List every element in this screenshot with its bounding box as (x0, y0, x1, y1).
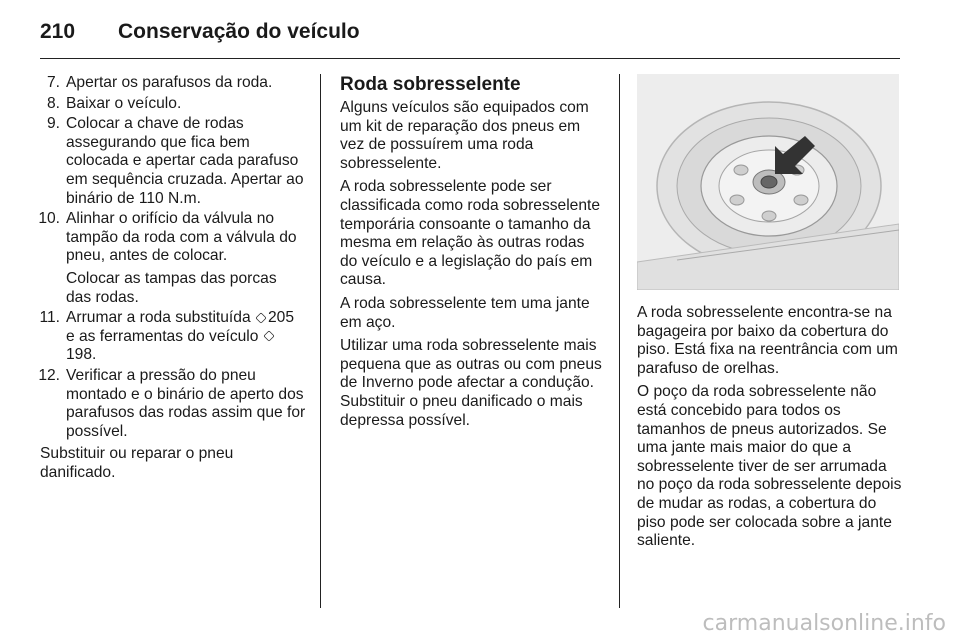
column-middle (340, 74, 606, 435)
column-left (40, 74, 306, 487)
steps-list (40, 74, 306, 441)
page-reference-icon (263, 330, 274, 341)
column-divider-2 (619, 74, 620, 608)
list-item: 8. Baixar o veículo. (46, 94, 182, 112)
list-item: 12. Verificar a pressão do pneu montado e o binário de aperto dos parafusos das rodas assim que for possível. (38, 366, 306, 440)
list-item: 11. Arrumar a roda substituída 205 e as ferramentas do veículo 198. (39, 309, 294, 364)
section-heading: Roda sobresselente (340, 74, 521, 95)
closing-text: Substituir ou reparar o pneu danificado. (40, 445, 234, 481)
paragraph: A roda sobresselente encontra-se na bagageira por baixo da cobertura do piso. Está fixa na reentrância com um parafuso de orelhas. (637, 304, 898, 377)
paragraph: O poço da roda sobresselente não está concebido para todos os tamanhos de pneus autorizados. Se uma jante mais maior do que a sobresselente tiver de ser arrumada no poço da roda sobresselente depois de mudar as rodas, a cobertura do piso pode ser colocada sobre a jante saliente. (637, 383, 902, 550)
column-right (637, 74, 903, 556)
page-reference-icon (255, 312, 266, 323)
watermark: carmanualsonline.info (702, 611, 946, 636)
list-item: 10. Alinhar o orifício da válvula no tampão da roda com a válvula do pneu, antes de colocar. Colocar as tampas das porcas das rodas. (40, 210, 306, 307)
page-reference-link[interactable]: 205 (267, 309, 294, 327)
list-item: 9. Colocar a chave de rodas assegurando que fica bem colocada e apertar cada parafuso em sequência cruzada. Apertar ao binário de 110 N.m. (46, 115, 304, 207)
paragraph: Alguns veículos são equipados com um kit de reparação dos pneus em vez de possuírem uma roda sobresselente. (340, 99, 589, 172)
spare-wheel-drawing (637, 74, 899, 290)
column-divider-1 (320, 74, 321, 608)
spare-wheel-illustration (637, 74, 899, 290)
paragraph: A roda sobresselente pode ser classificada como roda sobresselente temporária consoante o tamanho da mesma em relação às outras rodas do veículo e a legislação do país em causa. (340, 178, 601, 289)
page-number: 210 (40, 20, 76, 43)
paragraph: Utilizar uma roda sobresselente mais pequena que as outras ou com pneus de Inverno pode afectar a condução. Substituir o pneu danificado o mais depressa possível. (340, 337, 602, 429)
header-divider (40, 58, 900, 59)
step-subnote: Colocar as tampas das porcas das rodas. (66, 269, 277, 306)
page-header (40, 14, 920, 50)
page-title: Conservação do veículo (118, 20, 360, 43)
paragraph: A roda sobresselente tem uma jante em aço. (340, 294, 590, 331)
list-item: 7. Apertar os parafusos da roda. (46, 74, 273, 91)
page-reference-link[interactable]: 198. (66, 346, 97, 364)
